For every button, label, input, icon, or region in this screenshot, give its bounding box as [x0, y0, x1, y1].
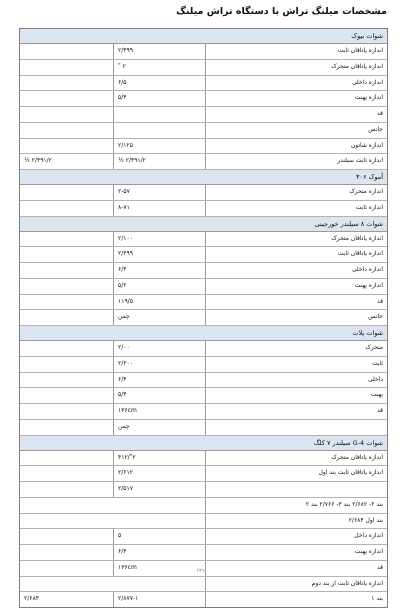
value-cell: ۵/۴: [114, 388, 206, 403]
value-cell: ۵/۴: [114, 91, 206, 106]
table-row: [20, 107, 387, 123]
page-number: ۱۲۱: [196, 568, 205, 574]
table-row: [20, 388, 387, 404]
table-row: [20, 201, 387, 217]
label-cell: اندازه یاتاقان متحرک: [331, 234, 383, 242]
table-row: [20, 357, 387, 373]
value-cell-secondary: [20, 185, 114, 200]
table-row: [20, 420, 387, 436]
value-cell-secondary: [20, 76, 114, 91]
label-cell: اندازه ثابت: [355, 203, 383, 211]
value-cell: [20, 577, 206, 592]
value-cell-secondary: [20, 466, 114, 481]
value-cell-secondary: [20, 357, 114, 372]
label-cell: پهنت: [370, 391, 383, 399]
value-cell: ۲/۱۰۰: [114, 232, 206, 247]
label-cell: اندازه پهنت: [354, 281, 383, 289]
table-row: [20, 310, 387, 326]
label-cell: قد: [376, 563, 383, 571]
table-row: [20, 44, 387, 60]
label-cell: اندازه پهنت: [354, 548, 383, 555]
value-cell: ۶/۴: [114, 263, 206, 278]
value-cell-secondary: [20, 420, 114, 435]
label-cell: قد: [376, 297, 383, 305]
value-cell: ۲ʺ/۴۱۲: [114, 451, 206, 466]
label-cell: [206, 420, 387, 435]
value-cell: ۲-۵۷: [114, 185, 206, 200]
table-row: [20, 279, 387, 295]
value-cell: ۱۳۶cm: [114, 404, 206, 419]
value-cell-secondary: [20, 44, 114, 59]
value-cell-secondary: [20, 545, 114, 560]
value-cell-secondary: [20, 107, 114, 122]
label-cell: اندازه یاتاقان ثابت: [337, 250, 383, 258]
value-cell: ۶/۴: [114, 545, 206, 560]
label-cell: اندازه یاتاقان ثابت بند اول: [318, 469, 383, 477]
value-cell: [20, 498, 206, 513]
table-row: [20, 514, 387, 530]
value-cell-secondary: [20, 341, 114, 356]
value-cell: ۲/۴۹۹: [114, 44, 206, 59]
table-row: [20, 577, 387, 593]
label-cell: اندازه یاتاقان متحرک: [331, 453, 383, 461]
table-row: [20, 123, 387, 139]
table-row: [20, 592, 387, 607]
value-cell-secondary: [20, 373, 114, 388]
table-row: [20, 451, 387, 467]
value-cell-secondary: [20, 201, 114, 216]
page-title: مشخصات میلنگ تراش با دستگاه تراش میلنگ: [176, 6, 387, 17]
label-cell: جانس: [368, 313, 383, 321]
value-cell-secondary: ۲/۶۸۴: [20, 592, 114, 607]
value-cell-secondary: [20, 247, 114, 262]
value-cell: ۲/۶۱۲: [114, 466, 206, 481]
value-cell: ۵/۲: [114, 279, 206, 294]
value-cell: ۸-۷۱: [114, 201, 206, 216]
value-cell-secondary: [20, 310, 114, 325]
value-cell-secondary: [20, 60, 114, 75]
value-cell: ۶/۴: [114, 373, 206, 388]
table-row: [20, 295, 387, 311]
value-cell: ۶/۵: [114, 76, 206, 91]
value-cell-secondary: [20, 388, 114, 403]
table-row: [20, 76, 387, 92]
table-row: [20, 545, 387, 561]
table-row: [20, 466, 387, 482]
value-cell: چمن: [114, 310, 206, 325]
value-cell: ۵: [114, 529, 206, 544]
label-cell: قد: [376, 407, 383, 414]
value-cell-secondary: [20, 404, 114, 419]
label-cell: بند ۱: [371, 595, 383, 603]
value-cell-secondary: [20, 263, 114, 278]
label-cell: بند اول ۲/۶۸۴: [348, 516, 383, 524]
value-cell-secondary: [20, 91, 114, 106]
table-row: [20, 60, 387, 76]
label-cell: اندازه ثابت سیلندر: [337, 157, 383, 165]
value-cell-secondary: [20, 482, 114, 497]
value-cell-secondary: [20, 123, 114, 138]
section-heading: شوات G-4 سیلندر ۷ کلگ: [20, 436, 387, 451]
section-heading: شوات پلات: [20, 326, 387, 341]
value-cell: [114, 107, 206, 122]
table-row: [20, 185, 387, 201]
value-cell: ۲/۸۷۷-۱: [114, 592, 206, 607]
table-row: [20, 139, 387, 155]
label-cell: ثابت: [371, 359, 383, 367]
value-cell: ۲ ʺ: [114, 60, 206, 75]
label-cell: اندازه متحرک: [349, 188, 383, 195]
table-row: [20, 154, 387, 170]
label-cell: متحرک: [365, 344, 383, 351]
label-cell: اندازه داخل: [354, 532, 383, 540]
table-row: [20, 247, 387, 263]
spec-table: [19, 28, 388, 608]
value-cell: ۲/۵۱۷: [114, 482, 206, 497]
label-cell: اندازه داخلی: [351, 78, 383, 86]
table-row: [20, 232, 387, 248]
value-cell-secondary: [20, 451, 114, 466]
section-heading: شوات بیوک: [20, 29, 387, 44]
value-cell-secondary: [20, 232, 114, 247]
label-cell: اندازه داخلی: [351, 266, 383, 273]
label-cell: جانس: [368, 125, 383, 133]
label-cell: اندازه یاتاقان ثابت: [337, 47, 383, 54]
value-cell-secondary: ۲/۴۹۱/۲ ½: [20, 154, 114, 169]
label-cell: بند ۲- ۲/۶۸۲ بند ۳- ۲/۷۶۶ بند ۲: [305, 500, 383, 508]
table-row: [20, 341, 387, 357]
value-cell: ۲/۴۹۹: [114, 247, 206, 262]
table-row: [20, 529, 387, 545]
label-cell: قد: [376, 110, 383, 117]
value-cell-secondary: [20, 295, 114, 310]
label-cell: اندازه یاتاقان متحرک: [331, 62, 383, 70]
section-heading: شوات ۸ سیلندر خورجینی: [20, 217, 387, 232]
label-cell: داخلی: [367, 375, 383, 383]
table-row: [20, 91, 387, 107]
label-cell: اندازه شاتون: [350, 141, 383, 149]
table-row: [20, 263, 387, 279]
value-cell: ۲/۳۰۰: [114, 357, 206, 372]
value-cell-secondary: [20, 529, 114, 544]
table-row: [20, 373, 387, 389]
label-cell: اندازه یاتاقان ثابت از بند دوم: [311, 579, 383, 587]
table-row: [20, 404, 387, 420]
value-cell: ۲/۰۰: [114, 341, 206, 356]
label-cell: [206, 482, 387, 497]
value-cell-secondary: [20, 279, 114, 294]
value-cell: ۲/۱۲۵: [114, 139, 206, 154]
value-cell: چمن: [114, 420, 206, 435]
section-heading: آموک ۳۰۶: [20, 170, 387, 185]
value-cell: ۲/۴۹۱/۲ ½: [114, 154, 206, 169]
value-cell: ۱۳۶cm: [114, 561, 206, 576]
value-cell: [20, 514, 206, 529]
table-row: [20, 482, 387, 498]
table-row: [20, 498, 387, 514]
value-cell: ۱۱۹/۵: [114, 295, 206, 310]
value-cell: [114, 123, 206, 138]
value-cell-secondary: [20, 139, 114, 154]
label-cell: اندازه پهنت: [354, 94, 383, 102]
